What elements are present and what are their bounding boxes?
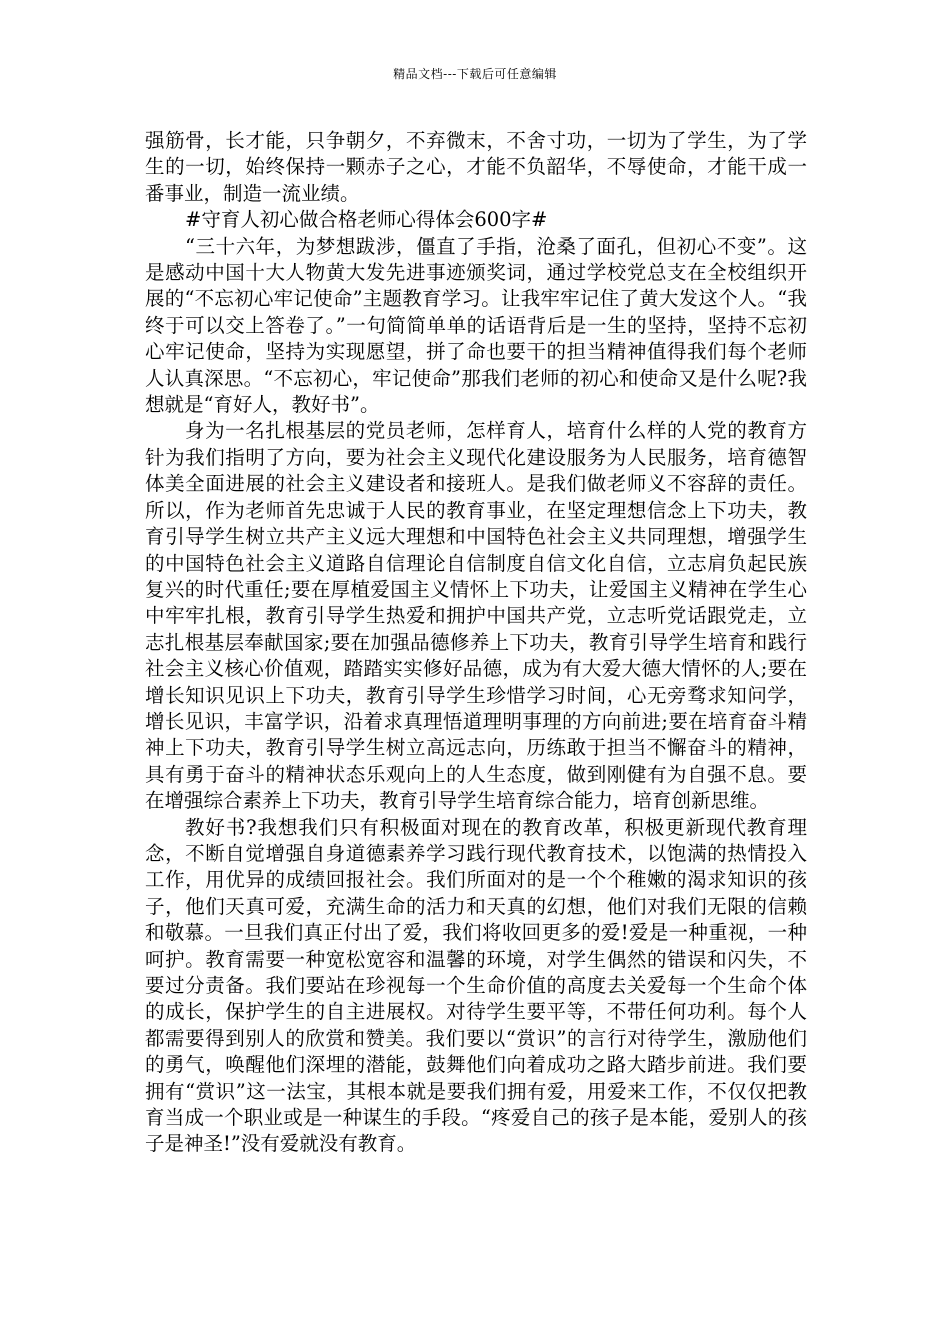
header-text: 精品文档---下载后可任意编辑 [393,67,557,81]
page-header [0,66,950,82]
paragraph-educating-people: 身为一名扎根基层的党员老师，怎样育人，培育什么样的人党的教育方针为我们指明了方向，要为社会主义现代化建设服务为人民服务，培育德智体美全面进展的社会主义建设者和接班人。是我们做老师义不容辞的责任。所以，作为老师首先忠诚于人民的教育事业，在坚定理想信念上下功夫，教育引导学生树立共产主义远大理想和中国特色社会主义共同理想，增强学生的中国特色社会主义道路自信理论自信制度自信文化自信，立志肩负起民族复兴的时代重任;要在厚植爱国主义情怀上下功夫，让爱国主义精神在学生心中牢牢扎根，教育引导学生热爱和拥护中国共产党，立志听党话跟党走，立志扎根基层奉献国家;要在加强品德修养上下功夫，教育引导学生培育和践行社会主义核心价值观，踏踏实实修好品德，成为有大爱大德大情怀的人;要在增长知识见识上下功夫，教育引导学生珍惜学习时间，心无旁骛求知问学，增长见识，丰富学识，沿着求真理悟道理明事理的方向前进;要在培育奋斗精神上下功夫，教育引导学生树立高远志向，历练敢于担当不懈奋斗的精神，具有勇于奋斗的精神状态乐观向上的人生态度，做到刚健有为自强不息。要在增强综合素养上下功夫，教育引导学生培育综合能力，培育创新思维。 [145,419,807,813]
paragraph-continuation: 强筋骨，长才能，只争朝夕，不弃微末，不舍寸功，一切为了学生，为了学生的一切，始终保持一颗赤子之心，才能不负韶华，不辱使命，才能干成一番事业，制造一流业绩。 [145,129,807,205]
paragraph-intro: “三十六年，为梦想跋涉，僵直了手指，沧桑了面孔，但初心不变”。这是感动中国十大人物黄大发先进事迹颁奖词，通过学校党总支在全校组织开展的“不忘初心牢记使命”主题教育学习。让我牢牢记住了黄大发这个人。“我终于可以交上答卷了。”一句简简单单的话语背后是一生的坚持，坚持不忘初心牢记使命，坚持为实现愿望，拼了命也要干的担当精神值得我们每个老师人认真深思。“不忘初心，牢记使命”那我们老师的初心和使命又是什么呢?我想就是“育好人，教好书”。 [145,234,807,417]
section-heading: #守育人初心做合格老师心得体会600字# [185,208,548,232]
paragraph-teaching-well: 教好书?我想我们只有积极面对现在的教育改革，积极更新现代教育理念，不断自觉增强自身道德素养学习践行现代教育技术，以饱满的热情投入工作，用优异的成绩回报社会。我们所面对的是一个个稚嫩的渴求知识的孩子，他们天真可爱，充满生命的活力和天真的幻想，他们对我们无限的信赖和敬慕。一旦我们真正付出了爱，我们将收回更多的爱!爱是一种重视，一种呵护。教育需要一种宽松宽容和温馨的环境，对学生偶然的错误和闪失，不要过分责备。我们要站在珍视每一个生命价值的高度去关爱每一个生命个体的成长，保护学生的自主进展权。对待学生要平等，不带任何功利。每个人都需要得到别人的欣赏和赞美。我们要以“赏识”的言行对待学生，激励他们的勇气，唤醒他们深埋的潜能，鼓舞他们向着成功之路大踏步前进。我们要拥有“赏识”这一法宝，其根本就是要我们拥有爱，用爱来工作，不仅仅把教育当成一个职业或是一种谋生的手段。“疼爱自己的孩子是本能，爱别人的孩子是神圣!”没有爱就没有教育。 [145,815,807,1156]
document-body [145,128,807,1158]
